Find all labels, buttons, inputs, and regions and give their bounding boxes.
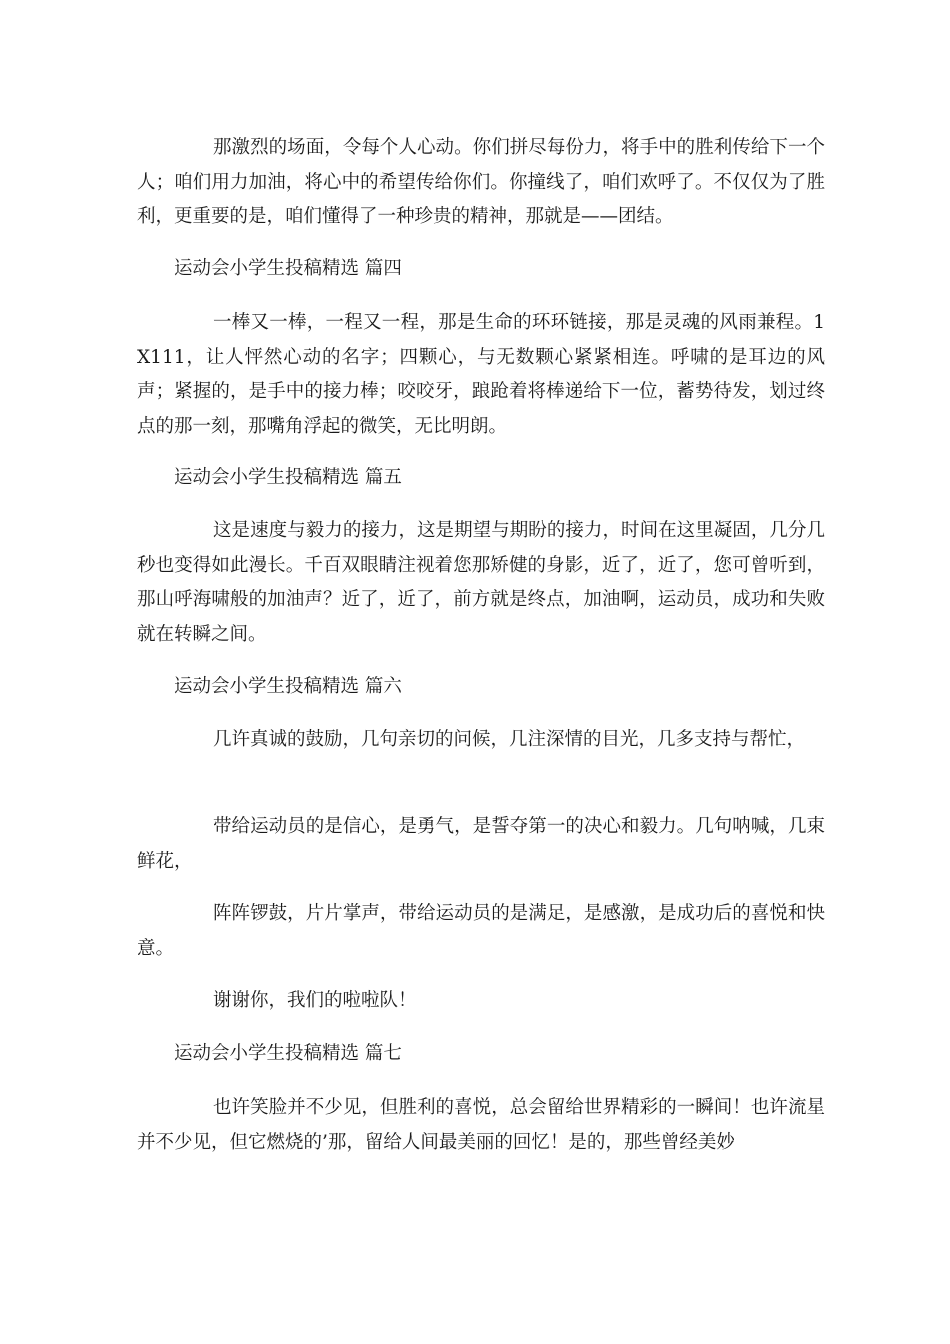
paragraph-smiles-and-meteors: 也许笑脸并不少见，但胜利的喜悦，总会留给世界精彩的一瞬间！也许流星并不少见，但它燃烧的’那，留给人间最美丽的回忆！是的，那些曾经美妙: [137, 1097, 825, 1153]
section-heading-part-6: 运动会小学生投稿精选 篇六: [174, 676, 402, 697]
paragraph-relay-baton: 一棒又一棒，一程又一程，那是生命的环环链接，那是灵魂的风雨兼程。1X111，让人怦然心动的名字；四颗心，与无数颗心紧紧相连。呼啸的是耳边的风声；紧握的，是手中的接力棒；咬咬牙，踉跄着将棒递给下一位，蓄势待发，划过终点的那一刻，那嘴角浮起的微笑，无比明朗。: [137, 312, 825, 437]
section-heading-part-7: 运动会小学生投稿精选 篇七: [174, 1043, 402, 1064]
paragraph-thanks-cheerleaders: 谢谢你，我们的啦啦队！: [213, 990, 417, 1011]
paragraph-applause: 阵阵锣鼓，片片掌声，带给运动员的是满足，是感激，是成功后的喜悦和快意。: [137, 903, 825, 959]
paragraph-confidence: 带给运动员的是信心，是勇气，是誓夺第一的决心和毅力。几句呐喊，几束鲜花，: [137, 816, 825, 872]
section-heading-part-4: 运动会小学生投稿精选 篇四: [174, 258, 402, 279]
paragraph-team-spirit: 那激烈的场面，令每个人心动。你们拼尽每份力，将手中的胜利传给下一个人；咱们用力加油，将心中的希望传给你们。你撞线了，咱们欢呼了。不仅仅为了胜利，更重要的是，咱们懂得了一种珍贵的精神，那就是——团结。: [137, 137, 825, 227]
paragraph-speed-and-perseverance: 这是速度与毅力的接力，这是期望与期盼的接力，时间在这里凝固，几分几秒也变得如此漫长。千百双眼睛注视着您那矫健的身影，近了，近了，您可曾听到，那山呼海啸般的加油声？近了，近了，前方就是终点，加油啊，运动员，成功和失败就在转瞬之间。: [137, 520, 825, 645]
section-heading-part-5: 运动会小学生投稿精选 篇五: [174, 467, 402, 488]
paragraph-encouragement: 几许真诚的鼓励，几句亲切的问候，几注深情的目光，几多支持与帮忙，: [213, 729, 806, 750]
